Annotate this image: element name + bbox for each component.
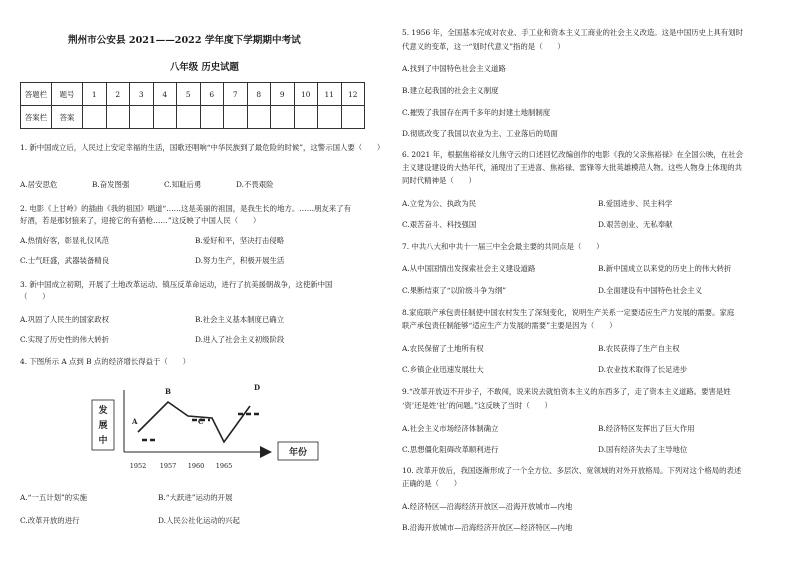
question-number-cell: 9 — [271, 83, 295, 106]
question-9-stem-line1: 9.“改革开放迈不开步子，不敢闯，说来说去就怕资本主义的东西多了，走了资本主义道路。要害是姓 — [402, 387, 731, 396]
question-2-stem-line1: 2. 电影《上甘岭》的插曲《我的祖国》唱道“……这是美丽的祖国，是我生长的地方。……朋友来了有 — [20, 204, 351, 213]
question-4-option-b: B.“大跃进”运动的开展 — [158, 493, 233, 502]
x-tick-1960: 1960 — [187, 462, 205, 470]
question-9-stem-line2: ‘资’还是姓‘社’的问题。”这反映了当时（ ） — [402, 401, 552, 410]
x-tick-1952: 1952 — [129, 462, 147, 470]
question-10-stem-line2: 正确的是（ ） — [402, 479, 462, 488]
answer-cell[interactable] — [318, 106, 342, 129]
question-8-option-a: A.农民保留了土地所有权 — [402, 344, 484, 353]
point-label-b: B — [165, 387, 171, 396]
ylabel-char-2: 展 — [98, 421, 108, 431]
question-8-stem-line2: 联产承包责任制能够“适应生产力发展的需要”主要是因为（ ） — [402, 321, 617, 330]
question-6-stem-line3: 同时代精神是（ ） — [402, 176, 476, 185]
question-4-option-a: A.“一五计划”的实施 — [20, 493, 87, 502]
question-5-option-d: D.彻底改变了我国以农业为主、工业落后的局面 — [402, 129, 558, 138]
question-3-stem-line1: 3. 新中国成立初期，开展了土地改革运动、镇压反革命运动，进行了抗美援朝战争，这使新中国 — [20, 280, 333, 289]
question-10-option-a: A.经济特区—沿海经济开放区—沿海开放城市—内地 — [402, 502, 573, 511]
answer-cell[interactable] — [83, 106, 107, 129]
question-number-cell: 2 — [106, 83, 130, 106]
point-label-d: D — [254, 383, 261, 392]
answer-cell[interactable] — [106, 106, 130, 129]
question-1-option-c: C.知耻后勇 — [164, 180, 202, 189]
exam-subtitle: 八年级 历史试题 — [170, 62, 239, 73]
question-number-cell: 7 — [224, 83, 248, 106]
question-5-option-c: C.摧毁了我国存在两千多年的封建土地制制度 — [402, 108, 551, 117]
question-4-stem: 4. 下图所示 A 点到 B 点的经济增长得益于（ ） — [20, 357, 190, 366]
question-7-stem: 7. 中共八大和中共十一届三中全会最主要的共同点是（ ） — [402, 242, 604, 251]
question-8-option-b: B.农民获得了生产自主权 — [598, 344, 680, 353]
question-number-cell: 10 — [294, 83, 318, 106]
question-2-option-d: D.努力生产，积极开展生活 — [195, 256, 285, 265]
question-6-option-c: C.艰苦奋斗、科技强国 — [402, 220, 477, 229]
answer-table — [20, 82, 365, 129]
answer-cell[interactable] — [200, 106, 224, 129]
question-6-stem-line2: 主义建设建设的大热年代，涌现出了王进喜、焦裕禄、雷锋等大批英雄模范人物。这些人物身上体现的共 — [402, 163, 742, 172]
answer-cell[interactable] — [271, 106, 295, 129]
answer-table-row-numbers — [21, 83, 365, 106]
question-9-option-d: D.国有经济失去了主导地位 — [598, 445, 688, 454]
question-3-stem-line2: （ ） — [20, 292, 50, 301]
question-5-stem-line1: 5. 1956 年，全国基本完成对农业、手工业和资本主义工商业的社会主义改造。这是中国历史上具有划时 — [402, 28, 743, 37]
growth-line — [138, 402, 250, 442]
question-1-option-d: D.不畏艰险 — [236, 180, 274, 189]
question-7-option-a: A.从中国国情出发探索社会主义建设道路 — [402, 264, 536, 273]
answer-cell[interactable] — [294, 106, 318, 129]
question-2-option-a: A.热情好客，彰显礼仪风范 — [20, 236, 109, 245]
answer-table-sub-label: 答案 — [52, 106, 83, 129]
x-tick-1965: 1965 — [215, 462, 233, 470]
economic-growth-chart — [90, 380, 330, 480]
question-6-option-b: B.爱国进步、民主科学 — [598, 199, 673, 208]
question-7-option-b: B.新中国成立以来党的历史上的伟大转折 — [598, 264, 732, 273]
question-6-option-a: A.立党为公、执政为民 — [402, 199, 477, 208]
answer-cell[interactable] — [247, 106, 271, 129]
question-8-option-d: D.农业技术取得了长足进步 — [598, 365, 688, 374]
question-5-stem-line2: 代意义的变革，这一“划时代意义”指的是（ ） — [402, 42, 565, 51]
question-number-cell: 11 — [318, 83, 342, 106]
answer-cell[interactable] — [224, 106, 248, 129]
question-9-option-c: C.思想僵化阻碍改革顺利进行 — [402, 445, 499, 454]
question-number-cell: 8 — [247, 83, 271, 106]
question-number-cell: 6 — [200, 83, 224, 106]
question-8-stem-line1: 8.家庭联产承包责任制使中国农村发生了深刻变化，说明生产关系一定要适应生产力发展的需要。家庭 — [402, 308, 735, 317]
question-1-option-b: B.奋发图强 — [92, 180, 130, 189]
question-10-stem-line1: 10. 改革开放后，我国逐渐形成了一个全方位、多层次、宽领域的对外开放格局。下列对这个格局的表述 — [402, 466, 742, 475]
answer-table-row-answers — [21, 106, 365, 129]
question-6-option-d: D.艰苦创业、无私奉献 — [598, 220, 673, 229]
question-6-stem-line1: 6. 2021 年，根据焦裕禄女儿焦守云的口述回忆改编创作的电影《我的父亲焦裕禄》在全国公映，在社会 — [402, 150, 743, 159]
question-3-option-d: D.进入了社会主义初级阶段 — [195, 335, 285, 344]
point-label-c: C — [198, 417, 204, 426]
x-axis-arrow — [260, 446, 272, 458]
point-label-a: A — [132, 417, 138, 426]
question-1-option-a: A.居安思危 — [20, 180, 58, 189]
xlabel: 年份 — [288, 448, 308, 458]
answer-table-label: 答题栏 — [21, 83, 52, 106]
answer-cell[interactable] — [341, 106, 365, 129]
question-10-option-b: B.沿海开放城市—沿海经济开放区—经济特区—内地 — [402, 523, 573, 532]
question-7-option-d: D.全面建设有中国特色社会主义 — [598, 286, 703, 295]
question-3-option-b: B.社会主义基本制度已确立 — [195, 315, 285, 324]
answer-table-sub-label: 题号 — [52, 83, 83, 106]
question-3-option-a: A.巩固了人民生的国家政权 — [20, 315, 109, 324]
ylabel-char-1: 发 — [98, 406, 108, 416]
exam-title: 荆州市公安县 2021——2022 学年度下学期期中考试 — [68, 35, 301, 46]
question-number-cell: 3 — [130, 83, 154, 106]
answer-cell[interactable] — [177, 106, 201, 129]
question-2-stem-line2: 好酒，若是那豺狼来了，迎接它的有猎枪……”这反映了中国人民（ ） — [20, 216, 261, 225]
question-3-option-c: C.实现了历史性的伟大转折 — [20, 335, 110, 344]
answer-table-label: 答案栏 — [21, 106, 52, 129]
question-2-option-b: B.爱好和平，坚决打击侵略 — [195, 236, 285, 245]
question-number-cell: 5 — [177, 83, 201, 106]
question-9-option-a: A.社会主义市场经济体制确立 — [402, 424, 499, 433]
x-tick-1957: 1957 — [159, 462, 177, 470]
question-1-stem: 1. 新中国成立后，人民过上安定幸福的生活，国歌还唱响“中华民族到了最危险的时候”，这警示国人要（ ） — [20, 143, 385, 152]
ylabel-char-3: 中 — [98, 436, 108, 446]
answer-cell[interactable] — [153, 106, 177, 129]
question-number-cell: 12 — [341, 83, 365, 106]
question-9-option-b: B.经济特区发挥出了巨大作用 — [598, 424, 695, 433]
question-5-option-b: B.建立起我国的社会主义制度 — [402, 86, 499, 95]
question-8-option-c: C.乡镇企业迅速发展壮大 — [402, 365, 484, 374]
question-5-option-a: A.找到了中国特色社会主义道路 — [402, 64, 506, 73]
question-number-cell: 1 — [83, 83, 107, 106]
question-7-option-c: C.果断结束了“以阶级斗争为纲” — [402, 286, 506, 295]
question-4-option-d: D.人民公社化运动的兴起 — [158, 516, 240, 525]
question-2-option-c: C.士气旺盛，武器装备精良 — [20, 256, 110, 265]
question-number-cell: 4 — [153, 83, 177, 106]
answer-cell[interactable] — [130, 106, 154, 129]
question-4-option-c: C.改革开放的进行 — [20, 516, 80, 525]
